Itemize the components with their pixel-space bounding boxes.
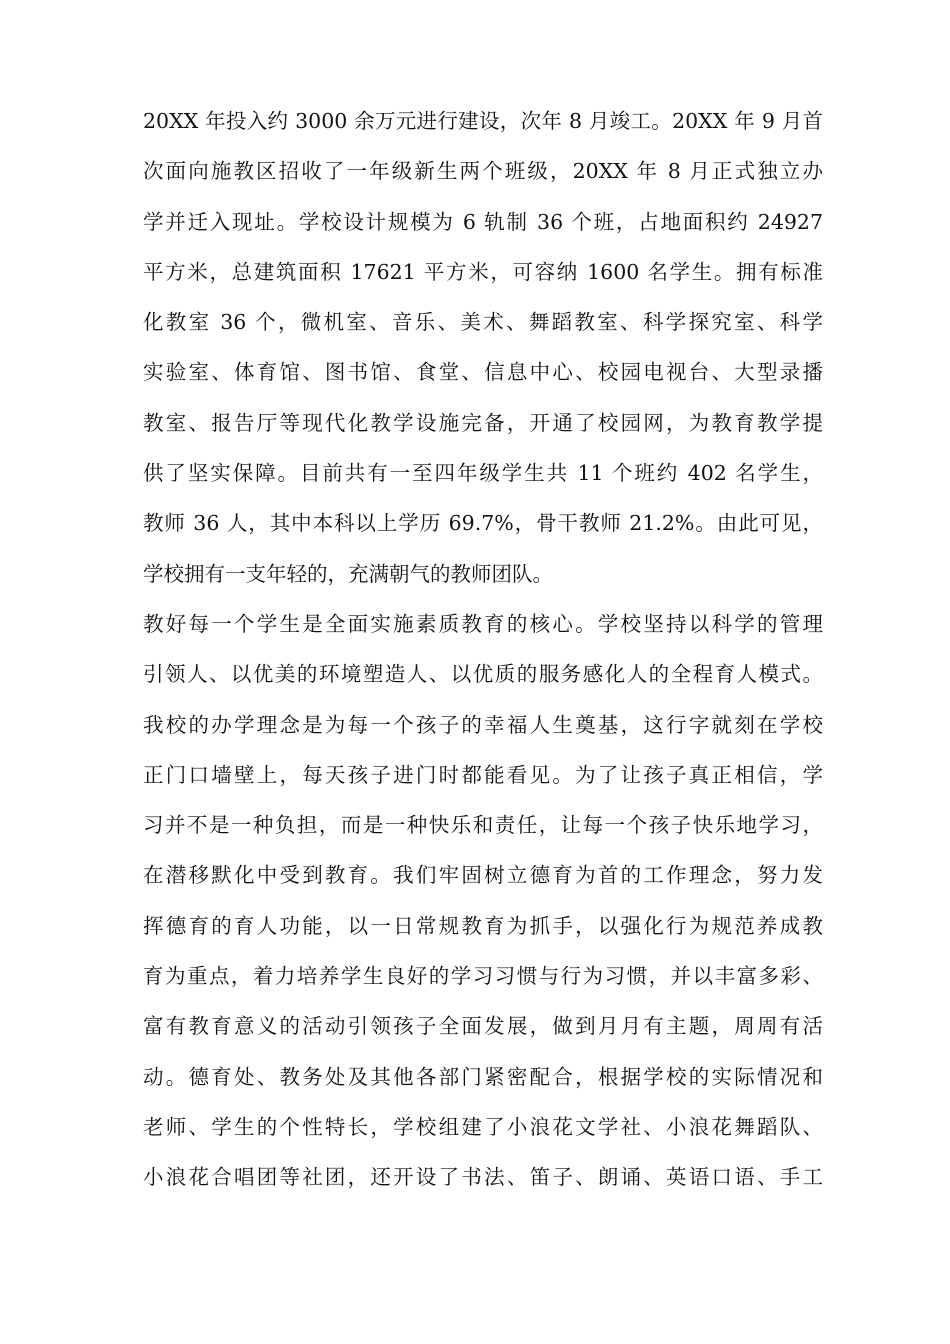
text-line: 次面向施教区招收了一年级新生两个班级，20XX 年 8 月正式独立办 (143, 159, 823, 184)
text-line: 动。德育处、教务处及其他各部门紧密配合，根据学校的实际情况和 (143, 1064, 823, 1089)
text-line: 化教室 36 个，微机室、音乐、美术、舞蹈教室、科学探究室、科学 (143, 310, 823, 335)
text-line: 在潜移默化中受到教育。我们牢固树立德育为首的工作理念，努力发 (143, 863, 823, 888)
text-line: 正门口墙壁上，每天孩子进门时都能看见。为了让孩子真正相信，学 (143, 762, 823, 787)
text-line: 教好每一个学生是全面实施素质教育的核心。学校坚持以科学的管理 (143, 611, 823, 636)
text-line: 引领人、以优美的环境塑造人、以优质的服务感化人的全程育人模式。 (143, 662, 823, 687)
text-line: 教室、报告厅等现代化教学设施完备，开通了校园网，为教育教学提 (143, 410, 823, 435)
text-line: 小浪花合唱团等社团，还开设了书法、笛子、朗诵、英语口语、手工 (143, 1165, 823, 1190)
paragraph-2 (143, 604, 823, 1208)
text-line: 老师、学生的个性特长，学校组建了小浪花文学社、小浪花舞蹈队、 (143, 1114, 823, 1139)
text-line: 习并不是一种负担，而是一种快乐和责任，让每一个孩子快乐地学习， (143, 813, 823, 838)
text-line: 平方米，总建筑面积 17621 平方米，可容纳 1600 名学生。拥有标准 (143, 259, 823, 284)
text-line: 实验室、体育馆、图书馆、食堂、信息中心、校园电视台、大型录播 (143, 360, 823, 385)
text-line: 挥德育的育人功能，以一日常规教育为抓手，以强化行为规范养成教 (143, 913, 823, 938)
text-line: 学校拥有一支年轻的，充满朝气的教师团队。 (143, 561, 553, 586)
text-line: 育为重点，着力培养学生良好的学习习惯与行为习惯，并以丰富多彩、 (143, 964, 823, 989)
text-line: 学并迁入现址。学校设计规模为 6 轨制 36 个班，占地面积约 24927 (143, 209, 823, 234)
paragraph-1 (143, 101, 823, 604)
document-body (143, 101, 823, 1208)
text-line: 供了坚实保障。目前共有一至四年级学生共 11 个班约 402 名学生， (143, 461, 823, 486)
text-line: 20XX 年投入约 3000 余万元进行建设，次年 8 月竣工。20XX 年 9 月首 (143, 109, 823, 133)
text-line: 富有教育意义的活动引领孩子全面发展，做到月月有主题，周周有活 (143, 1014, 823, 1039)
text-line: 教师 36 人，其中本科以上学历 69.7%，骨干教师 21.2%。由此可见， (143, 511, 823, 536)
text-line: 我校的办学理念是为每一个孩子的幸福人生奠基，这行字就刻在学校 (143, 712, 823, 737)
